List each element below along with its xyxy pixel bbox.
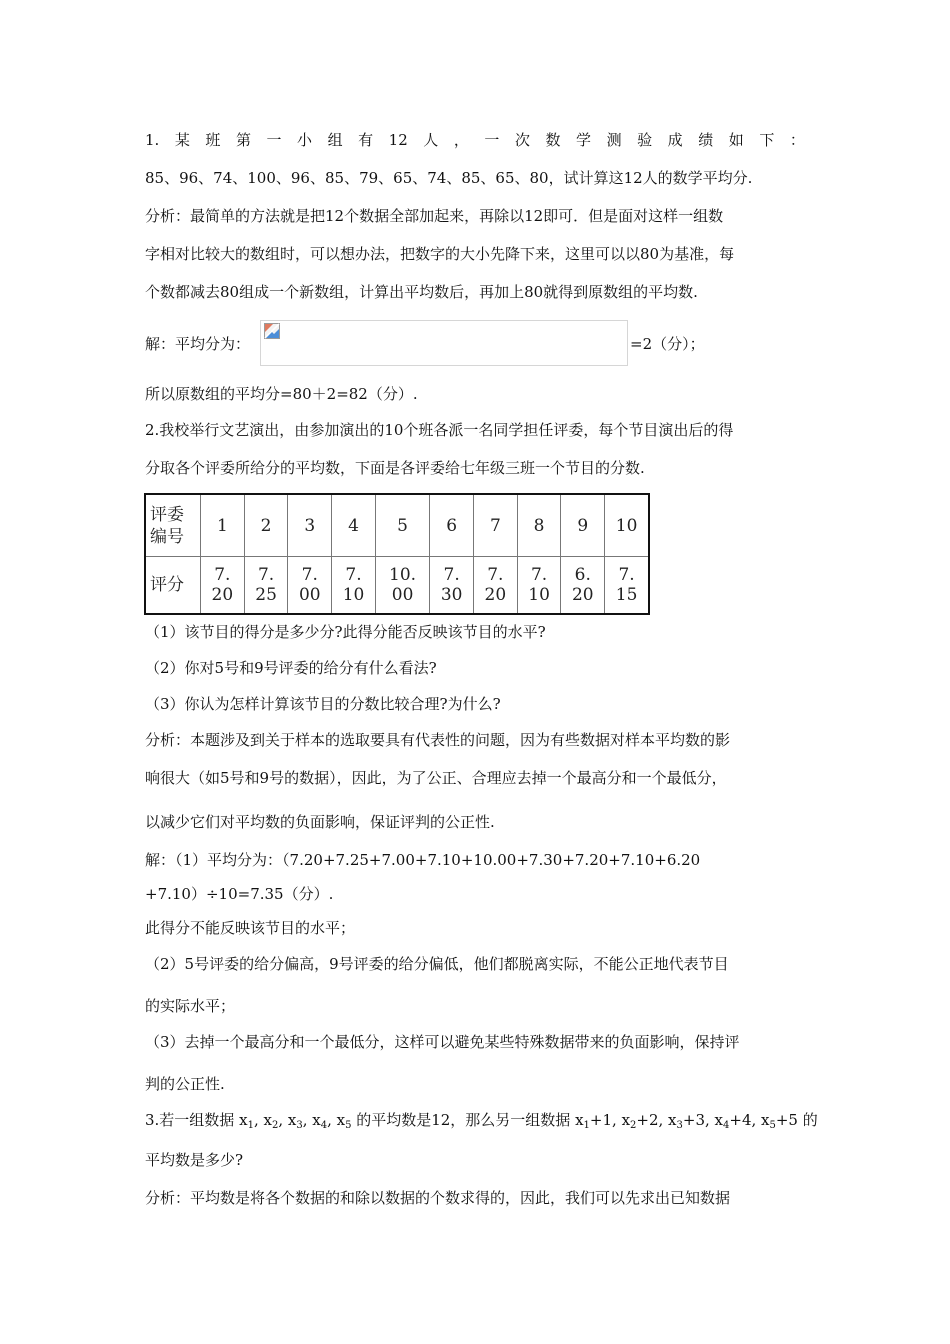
q2-analysis-line: 响很大（如5号和9号的数据），因此，为了公正、合理应去掉一个最高分和一个最低分， <box>145 769 727 787</box>
q1-solution-prefix: 解：平均分为： <box>145 335 251 353</box>
q1-intro-char: 如 <box>728 131 744 149</box>
q1-intro-char: 学 <box>576 131 592 149</box>
q2-question: （3）你认为怎样计算该节目的分数比较合理?为什么? <box>145 695 501 713</box>
broken-image-icon <box>264 323 280 339</box>
score-cell: 7. 10 <box>332 557 376 614</box>
q3-analysis-line: 分析：平均数是将各个数据的和除以数据的个数求得的，因此，我们可以先求出已知数据 <box>145 1189 731 1207</box>
q1-conclusion: 所以原数组的平均分=80＋2=82（分）. <box>145 385 418 403</box>
score-cell: 7. 10 <box>517 557 561 614</box>
judge-number-cell: 6 <box>430 494 474 557</box>
q1-intro-char: 第 <box>235 131 251 149</box>
q2-solution-line: （2）5号评委的给分偏高，9号评委的给分偏低，他们都脱离实际，不能公正地代表节目 <box>145 955 729 973</box>
q1-intro-char: 绩 <box>698 131 714 149</box>
q1-intro-char: 一 <box>484 131 500 149</box>
q2-solution-line: 判的公正性. <box>145 1075 225 1093</box>
q1-analysis-line: 分析：最简单的方法就是把12个数据全部加起来，再除以12即可．但是面对这样一组数 <box>145 207 724 225</box>
q1-analysis-line: 字相对比较大的数组时，可以想办法，把数字的大小先降下来，这里可以以80为基准，每 <box>145 245 735 263</box>
q1-intro-char: 一 <box>266 131 282 149</box>
score-cell: 10. 00 <box>375 557 429 614</box>
q2-analysis-line: 以减少它们对平均数的负面影响，保证评判的公正性. <box>145 813 495 831</box>
q1-intro-char: 次 <box>514 131 530 149</box>
q1-intro-char: 组 <box>327 131 343 149</box>
q2-question: （2）你对5号和9号评委的给分有什么看法? <box>145 659 437 677</box>
score-cell: 7. 15 <box>605 557 649 614</box>
q1-intro-char: 有 <box>358 131 374 149</box>
judge-number-cell: 10 <box>605 494 649 557</box>
q2-question: （1）该节目的得分是多少分?此得分能否反映该节目的水平? <box>145 623 546 641</box>
q1-analysis-line: 个数都减去80组成一个新数组，计算出平均数后，再加上80就得到原数组的平均数. <box>145 283 698 301</box>
q1-intro-char: 成 <box>667 131 683 149</box>
judge-number-cell: 8 <box>517 494 561 557</box>
q1-intro-char: ： <box>789 131 805 149</box>
q2-solution-line: 的实际水平； <box>145 997 236 1015</box>
q3-question-line: 平均数是多少? <box>145 1151 244 1169</box>
score-cell: 7. 20 <box>474 557 518 614</box>
q2-solution-line: （3）去掉一个最高分和一个最低分，这样可以避免某些特殊数据带来的负面影响，保持评 <box>145 1033 740 1051</box>
q2-solution-line: 此得分不能反映该节目的水平； <box>145 919 356 937</box>
q2-solution-line: 解：（1）平均分为：（7.20+7.25+7.00+7.10+10.00+7.30+7.20+7.10+6.20 <box>145 851 701 869</box>
q1-intro-char: 班 <box>205 131 221 149</box>
score-cell: 7. 25 <box>244 557 288 614</box>
score-cell: 6. 20 <box>561 557 605 614</box>
q1-intro-char: 人 <box>423 131 439 149</box>
judge-number-cell: 5 <box>375 494 429 557</box>
score-cell: 7. 30 <box>430 557 474 614</box>
q1-solution-suffix: =2（分）； <box>630 335 705 353</box>
q1-intro-char: 12 <box>388 131 408 149</box>
judge-number-cell: 4 <box>332 494 376 557</box>
judge-number-header: 评委 编号 <box>145 494 201 557</box>
table-row-judges <box>145 494 649 557</box>
q1-intro-char: 某 <box>174 131 190 149</box>
judge-number-cell: 2 <box>244 494 288 557</box>
q1-intro-char: 小 <box>297 131 313 149</box>
score-table <box>144 493 650 615</box>
judge-number-cell: 1 <box>201 494 245 557</box>
q2-analysis-line: 分析：本题涉及到关于样本的选取要具有代表性的问题，因为有些数据对样本平均数的影 <box>145 731 731 749</box>
q1-intro-char: ， <box>453 131 469 149</box>
q1-intro-char: 下 <box>759 131 775 149</box>
score-cell: 7. 20 <box>201 557 245 614</box>
score-header: 评分 <box>145 557 201 614</box>
q2-intro-line: 分取各个评委所给分的平均数，下面是各评委给七年级三班一个节目的分数. <box>145 459 645 477</box>
q1-data-line: 85、96、74、100、96、85、79、65、74、85、65、80，试计算这12人的数学平均分. <box>145 169 753 187</box>
q2-intro-line: 2.我校举行文艺演出，由参加演出的10个班各派一名同学担任评委，每个节目演出后的得 <box>145 421 734 439</box>
q1-intro-char: 测 <box>606 131 622 149</box>
judge-number-cell: 7 <box>474 494 518 557</box>
q1-intro-char: 1. <box>145 131 160 149</box>
score-cell: 7. 00 <box>288 557 332 614</box>
table-row-scores <box>145 557 649 614</box>
judge-number-cell: 9 <box>561 494 605 557</box>
q1-intro-char: 数 <box>545 131 561 149</box>
judge-number-cell: 3 <box>288 494 332 557</box>
q2-solution-line: +7.10）÷10=7.35（分）. <box>145 885 334 903</box>
q3-question-line: 3.若一组数据 $x_1$, $x_2$, $x_3$, $x_4$, $x_5$ 的平均数是12，那么另一组数据 $x_1+1$, $x_2+2$, $x_3+3$, $x_4+4$, $x_5+5$ 的 <box>145 1111 818 1131</box>
formula-image-placeholder <box>260 320 628 366</box>
q1-intro-line <box>145 130 805 150</box>
q1-intro-char: 验 <box>637 131 653 149</box>
